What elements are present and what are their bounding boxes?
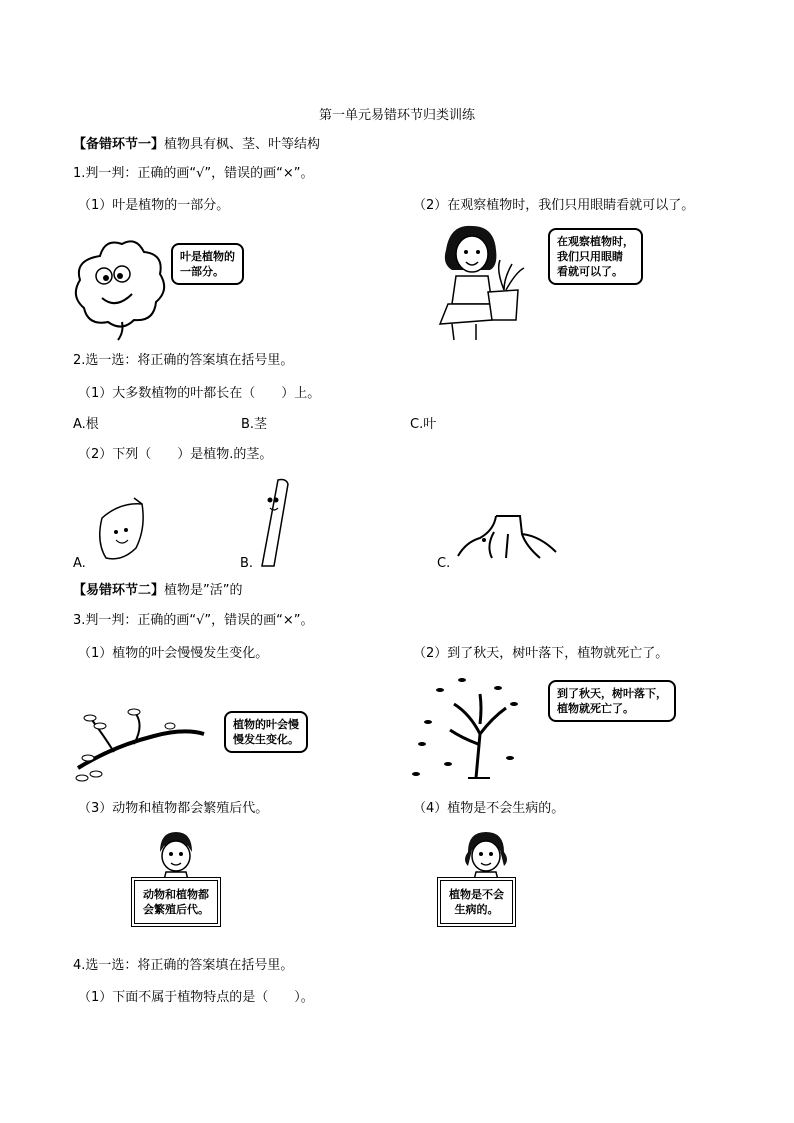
page-title: 第一单元易错环节归类训练	[318, 108, 475, 123]
q2-option-c: C.叶	[410, 417, 437, 432]
q3-speech-bubble-1	[224, 711, 308, 753]
q2-item-2: （2）下列（ ）是植物.的茎。	[78, 447, 273, 462]
bubble-line: 植物就死亡了。	[557, 702, 634, 715]
branch-illustration	[74, 706, 206, 784]
q1-speech-bubble-1	[171, 243, 244, 285]
q2-picture-label-b: B.	[240, 556, 254, 571]
sign-line: 植物是不会	[449, 888, 504, 901]
q3-item-2: （2）到了秋天，树叶落下，植物就死亡了。	[413, 646, 669, 661]
roots-picture	[456, 516, 560, 560]
girl-with-plant-illustration	[432, 220, 532, 340]
bubble-line: 一部分。	[180, 265, 224, 278]
q2-option-a: A.根	[73, 417, 99, 432]
q3-speech-bubble-2	[548, 680, 676, 722]
boy-head-illustration	[156, 832, 196, 880]
section-2-text: 植物是”活”的	[164, 583, 243, 598]
leaf-picture	[92, 498, 150, 564]
q4-item-1: （1）下面不属于植物特点的是（ ）。	[78, 990, 314, 1005]
bubble-line: 我们只用眼睛	[557, 250, 623, 263]
q1-speech-bubble-2	[548, 228, 643, 285]
section-2-bracket: 【易错环节二】	[73, 583, 165, 598]
q1-item-2: （2）在观察植物时，我们只用眼睛看就可以了。	[413, 198, 695, 213]
q3-sign-1	[131, 877, 221, 927]
q4-prompt: 4.选一选：将正确的答案填在括号里。	[73, 958, 294, 973]
bubble-line: 在观察植物时，	[557, 235, 634, 248]
q2-option-b: B.茎	[241, 417, 268, 432]
sign-line: 动物和植物都	[143, 888, 209, 901]
autumn-tree-illustration	[410, 674, 528, 784]
stem-picture	[256, 476, 296, 568]
q2-item-1: （1）大多数植物的叶都长在（ ）上。	[78, 386, 321, 401]
q3-item-3: （3）动物和植物都会繁殖后代。	[78, 801, 269, 816]
section-1-text: 植物具有枫、茎、叶等结构	[164, 137, 321, 152]
section-1-heading	[73, 137, 320, 153]
q3-sign-2	[437, 877, 516, 927]
sign-line: 生病的。	[454, 903, 499, 916]
q2-prompt: 2.选一选：将正确的答案填在括号里。	[73, 353, 294, 368]
bubble-line: 植物的叶会慢	[233, 718, 299, 731]
sign-line: 会繁殖后代。	[143, 903, 209, 916]
q3-item-4: （4）植物是不会生病的。	[413, 801, 565, 816]
bubble-line: 看就可以了。	[557, 265, 623, 278]
q2-picture-label-c: C.	[437, 556, 451, 571]
q2-picture-label-a: A.	[73, 556, 86, 571]
leaf-character-illustration	[70, 236, 170, 341]
q3-prompt: 3.判一判：正确的画“√”，错误的画“×”。	[73, 613, 314, 628]
section-1-bracket: 【备错环节一】	[73, 137, 165, 152]
bubble-line: 慢发生变化。	[233, 733, 299, 746]
girl-head-illustration	[460, 830, 512, 880]
bubble-line: 叶是植物的	[180, 250, 235, 263]
section-2-heading	[73, 583, 243, 599]
q1-item-1: （1）叶是植物的一部分。	[78, 198, 230, 213]
q3-item-1: （1）植物的叶会慢慢发生变化。	[78, 646, 269, 661]
q1-prompt: 1.判一判：正确的画“√”，错误的画“×”。	[73, 166, 314, 181]
bubble-line: 到了秋天，树叶落下，	[557, 687, 667, 700]
